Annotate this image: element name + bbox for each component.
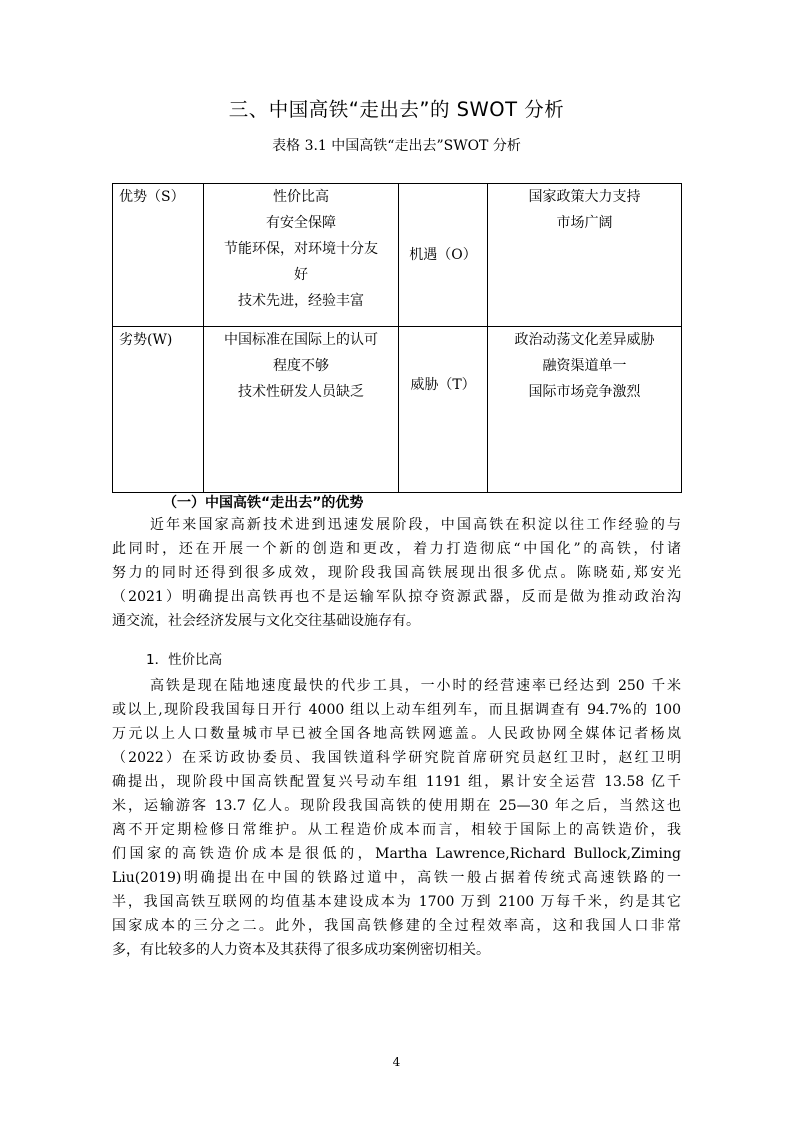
text-line: Liu(2019)明确提出在中国的铁路过道中，高铁一般占据着传统式高速铁路的一 (112, 870, 681, 886)
opportunities-label: 机遇（O） (409, 247, 477, 263)
strength-item: 性价比高 (273, 189, 329, 205)
paragraph-advantages-intro (112, 513, 681, 633)
text-line: 米，运输游客 13.7 亿人。现阶段我国高铁的使用期在 25—30 年之后，当然这也 (112, 798, 681, 814)
table-caption: 表格 3.1 中国高铁“走出去”SWOT 分析 (272, 138, 521, 154)
weakness-item: 技术性研发人员缺乏 (238, 384, 364, 400)
weakness-item: 程度不够 (273, 358, 329, 374)
strength-item: 技术先进，经验丰富 (238, 293, 364, 309)
text-line: 多，有比较多的人力资本及其获得了很多成功案例密切相关。 (112, 942, 490, 958)
strengths-cell (204, 184, 399, 327)
text-line: 高铁是现在陆地速度最快的代步工具，一小时的经营速率已经达到 250 千米 (150, 678, 681, 694)
opportunities-cell (488, 184, 682, 327)
threat-item: 国际市场竞争激烈 (528, 384, 641, 400)
text-line: 通交流，社会经济发展与文化交往基础设施存有。 (112, 613, 420, 629)
table-row (113, 327, 682, 493)
text-line: 半，我国高铁互联网的均值基本建设成本为 1700 万到 2100 万每千米，约是其它 (112, 894, 681, 910)
weaknesses-label: 劣势(W) (119, 332, 173, 348)
threats-label: 威胁（T） (410, 377, 476, 393)
opportunities-label-cell (399, 184, 488, 327)
text-line: 万元以上人口数量城市早已被全国各地高铁网遮盖。人民政协网全媒体记者杨岚 (112, 726, 681, 742)
strength-item: 好 (294, 267, 308, 283)
text-line: （2021）明确提出高铁再也不是运输军队掠夺资源武器，反而是做为推动政治沟 (112, 589, 681, 605)
text-line: 此同时，还在开展一个新的创造和更改，着力打造彻底“中国化”的高铁，付诸 (112, 541, 681, 557)
text-line: （2022）在采访政协委员、我国铁道科学研究院首席研究员赵红卫时，赵红卫明 (112, 750, 681, 766)
strength-item: 有安全保障 (266, 215, 336, 231)
table-row (113, 184, 682, 327)
strengths-label: 优势（S） (119, 189, 185, 205)
threat-item: 融资渠道单一 (542, 358, 627, 374)
threats-cell (488, 327, 682, 493)
text-line: 近年来国家高新技术进到迅速发展阶段，中国高铁在积淀以往工作经验的与 (150, 517, 681, 533)
text-line: 国家成本的三分之二。此外，我国高铁修建的全过程效率高，这和我国人口非常 (112, 918, 681, 934)
page-heading: 三、中国高铁“走出去”的 SWOT 分析 (228, 98, 565, 121)
threats-label-cell (399, 327, 488, 493)
paragraph-cost-performance (112, 674, 681, 962)
section-title: （一）中国高铁“走出去”的优势 (163, 495, 364, 511)
text-line: 努力的同时还得到很多成效，现阶段我国高铁展现出很多优点。陈晓茹,郑安光 (112, 565, 681, 581)
weakness-item: 中国标准在国际上的认可 (224, 332, 378, 348)
text-line: 们国家的高铁造价成本是很低的，Martha Lawrence,Richard Bullock,Ziming (112, 846, 681, 862)
opportunity-item: 国家政策大力支持 (528, 189, 641, 205)
text-line: 离不开定期检修日常维护。从工程造价成本而言，相较于国际上的高铁造价，我 (112, 822, 681, 838)
threat-item: 政治动荡文化差异威胁 (514, 332, 655, 348)
page-number: 4 (392, 1055, 401, 1069)
text-line: 或以上,现阶段我国每日开行 4000 组以上动车组列车，而且据调查有 94.7%的 100 (112, 702, 681, 718)
strength-item: 节能环保，对环境十分友 (224, 241, 378, 257)
strengths-label-cell (113, 184, 204, 327)
weaknesses-label-cell (113, 327, 204, 493)
weaknesses-cell (204, 327, 399, 493)
subsection-title: 1．性价比高 (146, 652, 223, 668)
swot-table (112, 183, 682, 493)
text-line: 确提出，现阶段中国高铁配置复兴号动车组 1191 组，累计安全运营 13.58 亿千 (112, 774, 681, 790)
opportunity-item: 市场广阔 (556, 215, 613, 231)
